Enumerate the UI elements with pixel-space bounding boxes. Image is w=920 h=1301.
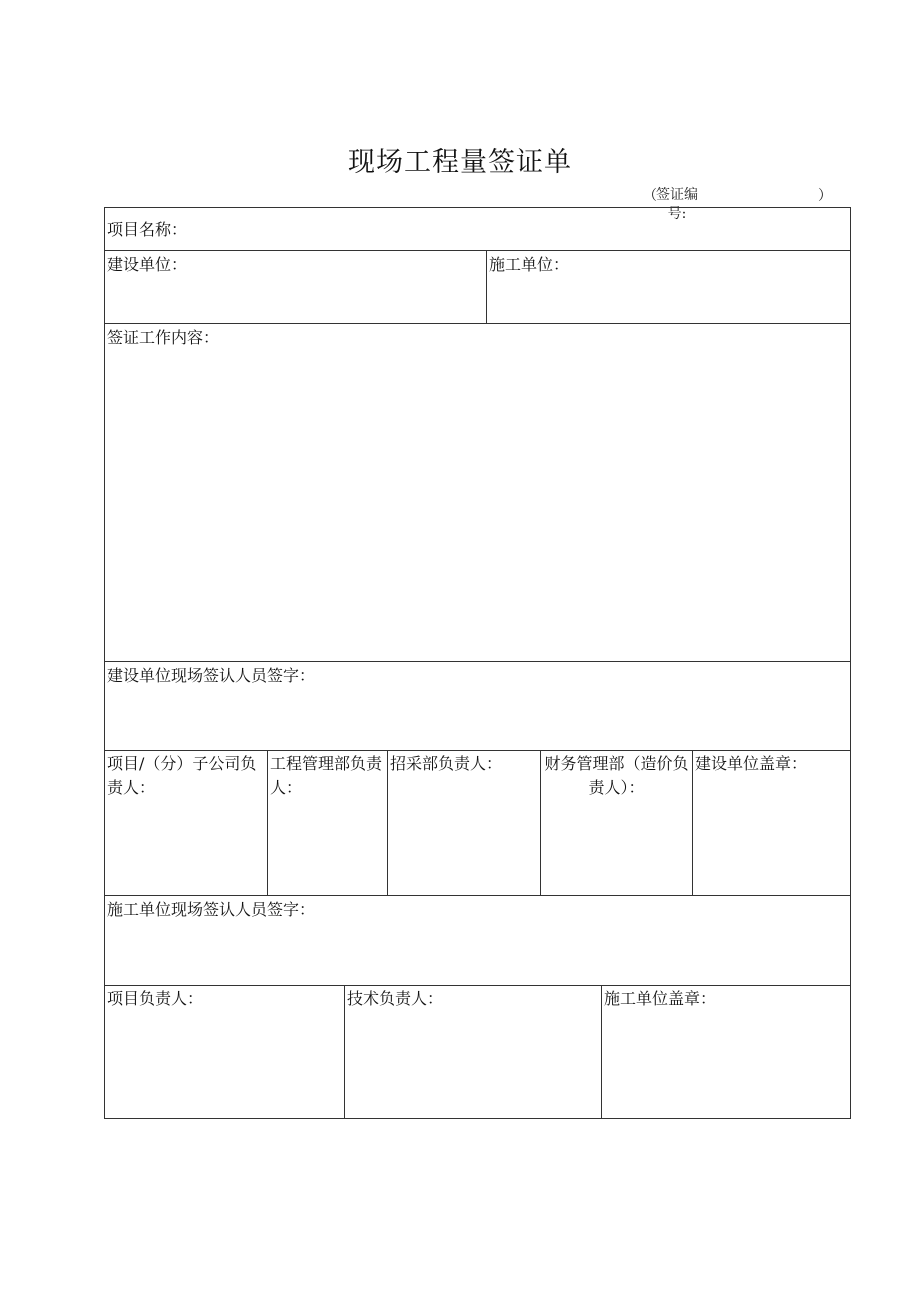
serial-number-label: 签证编号: [656, 187, 698, 222]
project-name-label: 项目名称： [107, 220, 188, 239]
document-title: 现场工程量签证单 [348, 147, 572, 178]
row-divider-6 [104, 985, 851, 986]
engineering-dept-label: 工程管理部负责人： [270, 754, 383, 797]
project-manager-label: 项目负责人： [107, 989, 204, 1008]
contractor-site-signers-label: 施工单位现场签认人员签字： [107, 900, 316, 919]
serial-close-paren: ） [818, 188, 832, 204]
owner-seal-label: 建设单位盖章： [695, 754, 808, 773]
procurement-dept-label: 招采部负责人： [390, 754, 503, 773]
row-divider-1 [104, 250, 851, 251]
construction-unit-label: 建设单位： [107, 255, 188, 274]
row-divider-3 [104, 661, 851, 662]
owner-site-signers-label: 建设单位现场签认人员签字： [107, 666, 316, 685]
branch-manager-label: 项目/（分）子公司负责人： [107, 754, 257, 797]
finance-dept-label: 财务管理部（造价负责人）： [544, 754, 689, 797]
contractor-seal-label: 施工单位盖章： [604, 989, 717, 1008]
row-divider-2 [104, 323, 851, 324]
row-divider-4 [104, 750, 851, 751]
serial-open-paren: （ [643, 188, 657, 204]
contractor-unit-label: 施工单位： [489, 255, 570, 274]
row-divider-5 [104, 895, 851, 896]
work-content-label: 签证工作内容： [107, 328, 220, 347]
technical-lead-label: 技术负责人： [347, 989, 444, 1008]
